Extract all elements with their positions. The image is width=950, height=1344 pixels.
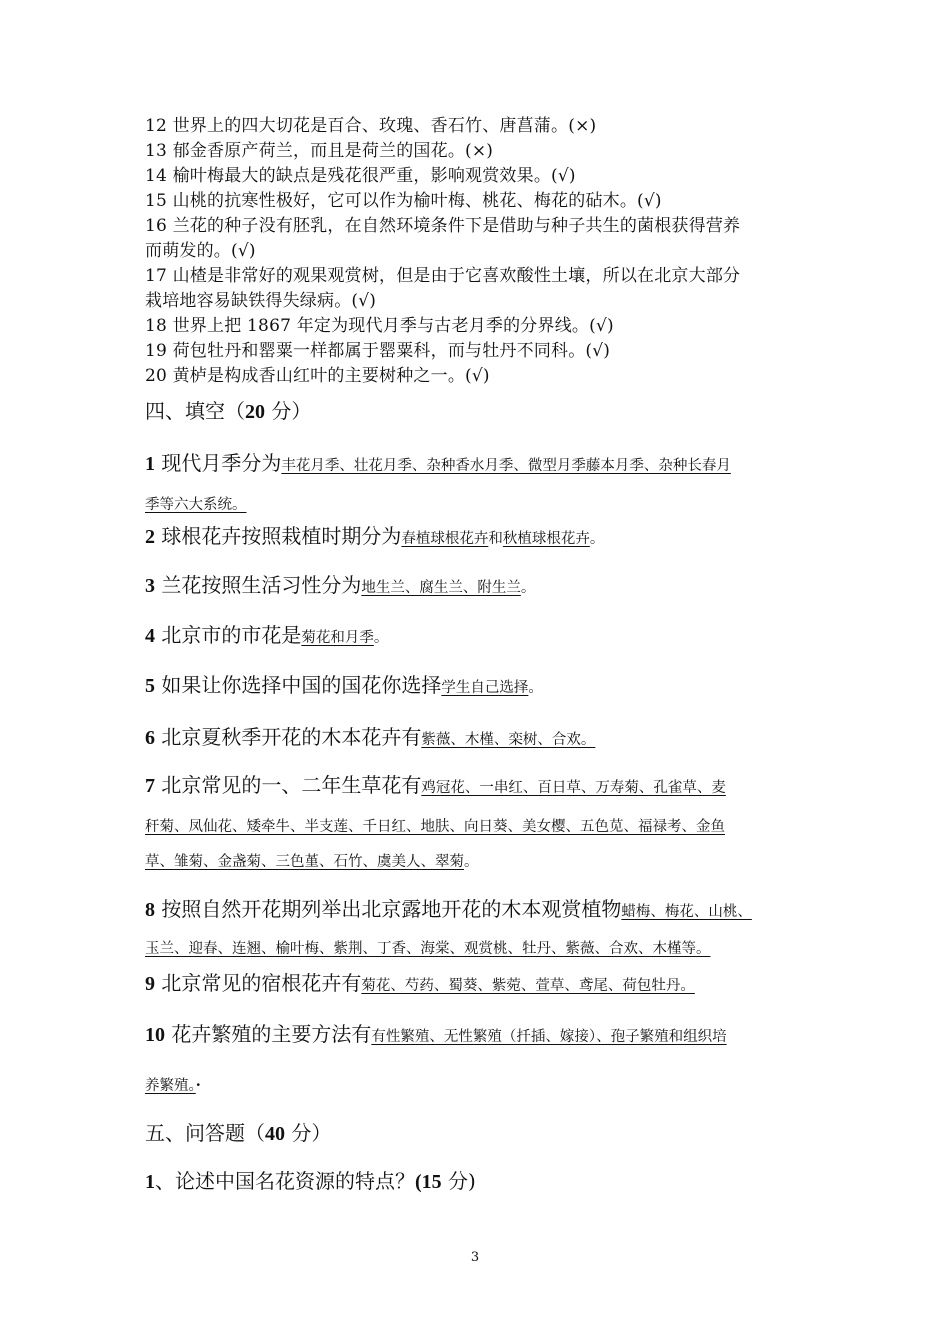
answer: 地生兰、腐生兰、附生兰 [361,580,521,596]
tf-line: 16 兰花的种子没有胚乳，在自然环境条件下是借助与种子共生的菌根获得营养 [145,216,741,236]
fill-item-2: 2 球根花卉按照栽植时期分为春植球根花卉和秋植球根花卉。 [145,524,605,548]
fill-item-10: 10 花卉繁殖的主要方法有有性繁殖、无性繁殖（扦插、嫁接）、孢子繁殖和组织培 养繁殖。· [145,1022,727,1094]
fill-item-6: 6 北京夏秋季开花的木本花卉有紫薇、木槿、栾树、合欢。 [145,725,596,749]
answer: 季等六大系统。 [145,497,247,513]
question-1: 1、论述中国名花资源的特点？(15 分) [145,1169,476,1193]
answer: 玉兰、迎春、连翘、榆叶梅、紫荆、丁香、海棠、观赏桃、牡丹、紫薇、合欢、木槿等。 [145,941,711,957]
answer: 秋植球根花卉 [502,531,590,547]
tf-line: 17 山楂是非常好的观果观赏树，但是由于它喜欢酸性土壤，所以在北京大部分 [145,266,741,286]
tf-line: 而萌发的。(√) [145,241,256,261]
answer: 有性繁殖、无性繁殖（扦插、嫁接）、孢子繁殖和组织培 [371,1029,727,1045]
answer: 学生自己选择 [441,680,529,696]
fill-item-5: 5 如果让你选择中国的国花你选择学生自己选择。 [145,673,543,697]
section-heading-fill-in: 四、填空（20 分） [145,399,312,423]
fill-item-7: 7 北京常见的一、二年生草花有鸡冠花、一串红、百日草、万寿菊、孔雀草、麦 秆菊、凤仙花、矮牵牛、半支莲、千日红、地肤、向日葵、美女樱、五色苋、福禄考、金鱼 草、雏菊、金盏菊、三色堇、石竹、虞美人、翠菊。 [145,772,813,871]
answer: 紫薇、木槿、栾树、合欢。 [421,732,596,748]
answer: 菊花和月季 [301,630,374,646]
true-false-list [145,114,825,389]
answer: 鸡冠花、一串红、百日草、万寿菊、孔雀草、麦 [421,780,726,796]
fill-item-9: 9 北京常见的宿根花卉有菊花、芍药、蜀葵、紫菀、萱草、鸢尾、荷包牡丹。 [145,971,695,995]
section-heading-questions: 五、问答题（40 分） [145,1121,332,1145]
answer: 秆菊、凤仙花、矮牵牛、半支莲、千日红、地肤、向日葵、美女樱、五色苋、福禄考、金鱼 [145,819,725,835]
answer: 蜡梅、梅花、山桃、 [621,904,752,920]
tf-line: 12 世界上的四大切花是百合、玫瑰、香石竹、唐菖蒲。(×) [145,116,597,136]
tf-line: 13 郁金香原产荷兰，而且是荷兰的国花。(×) [145,141,494,161]
page-number: 3 [470,1250,480,1265]
answer: 春植球根花卉 [401,531,489,547]
tf-line: 15 山桃的抗寒性极好，它可以作为榆叶梅、桃花、梅花的砧木。(√) [145,191,662,211]
fill-item-1: 1 现代月季分为丰花月季、壮花月季、杂种香水月季、微型月季藤本月季、杂种长春月 季等六大系统。 [145,450,813,514]
tf-line: 19 荷包牡丹和罂粟一样都属于罂粟科，而与牡丹不同科。(√) [145,341,611,361]
tf-line: 栽培地容易缺铁得失绿病。(√) [145,291,377,311]
answer: 草、雏菊、金盏菊、三色堇、石竹、虞美人、翠菊 [145,854,464,870]
tf-line: 14 榆叶梅最大的缺点是残花很严重，影响观赏效果。(√) [145,166,576,186]
answer: 养繁殖。 [145,1078,196,1094]
fill-item-3: 3 兰花按照生活习性分为地生兰、腐生兰、附生兰。 [145,573,536,597]
answer: 菊花、芍药、蜀葵、紫菀、萱草、鸢尾、荷包牡丹。 [361,978,695,994]
fill-item-4: 4 北京市的市花是菊花和月季。 [145,623,389,647]
tf-line: 18 世界上把 1867 年定为现代月季与古老月季的分界线。(√) [145,316,614,336]
fill-item-8: 8 按照自然开花期列举出北京露地开花的木本观赏植物蜡梅、梅花、山桃、 玉兰、迎春、连翘、榆叶梅、紫荆、丁香、海棠、观赏桃、牡丹、紫薇、合欢、木槿等。 [145,896,813,958]
tf-line: 20 黄栌是构成香山红叶的主要树种之一。(√) [145,366,490,386]
answer: 丰花月季、壮花月季、杂种香水月季、微型月季藤本月季、杂种长春月 [281,458,731,474]
